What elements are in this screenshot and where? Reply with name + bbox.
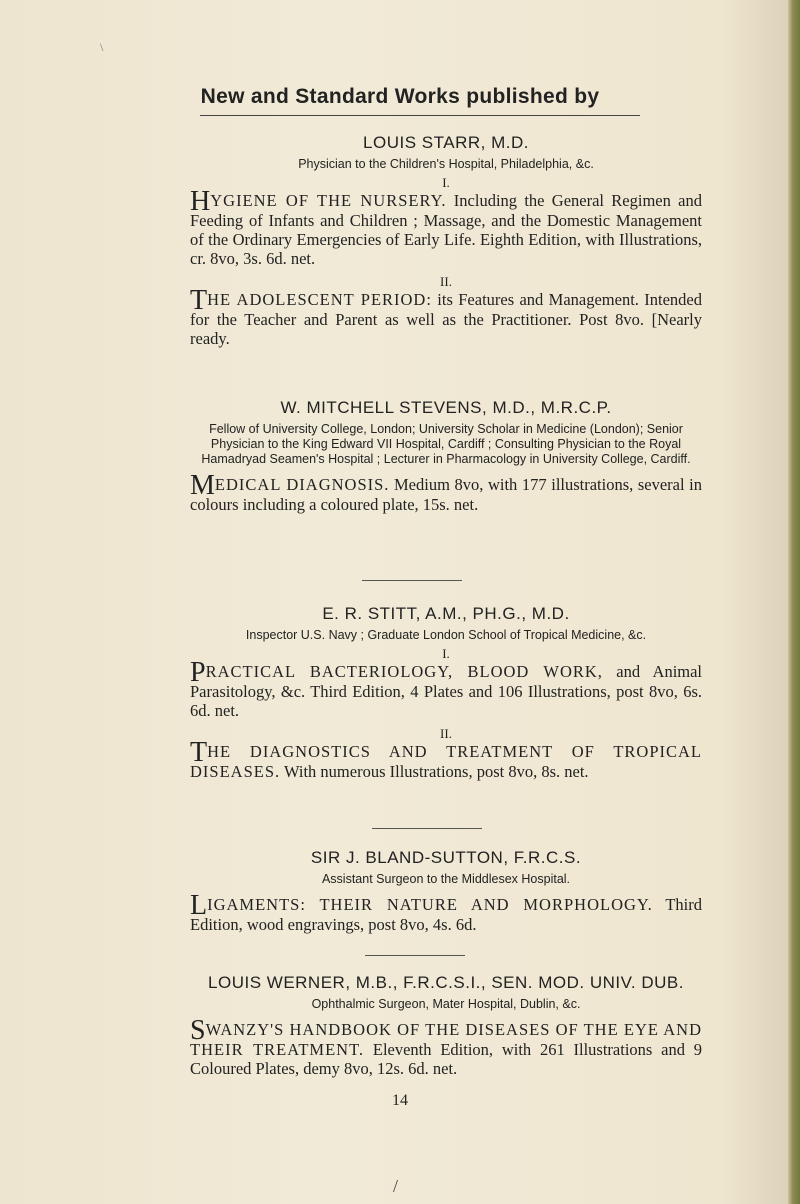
book-title: IGAMENTS: THEIR NATURE AND MORPHOLOGY. xyxy=(207,895,653,914)
book-entry-hygiene-nursery xyxy=(190,186,702,268)
book-title: HE DIAGNOSTICS AND TREATMENT OF TROPICAL DISEASES. xyxy=(190,742,702,781)
author-name: LOUIS STARR, M.D. xyxy=(363,133,529,152)
drop-cap: T xyxy=(190,737,208,768)
book-entry-swanzy-handbook xyxy=(190,1015,703,1078)
book-description: Eleventh Edition, with 261 Illustrations and 9 Coloured Plates, demy 8vo, 12s. 6d. net. xyxy=(190,1040,703,1078)
author-role: Fellow of University College, London; University Scholar in Medicine (London); Senior Physician to the King Edward VII Hospital, Cardiff ; Consulting Physician to the Royal Hamadryad Seamen's Hospital ; Lecturer in Pharmacology in University College, Cardiff. xyxy=(201,422,691,466)
author-section-stevens xyxy=(190,398,702,514)
author-role: Inspector U.S. Navy ; Graduate London School of Tropical Medicine, &c. xyxy=(245,628,647,642)
author-section-stitt xyxy=(190,604,702,781)
running-head: New and Standard Works published by xyxy=(200,85,600,108)
book-description: With numerous Illustrations, post 8vo, 8s. net. xyxy=(283,762,589,781)
drop-cap: H xyxy=(190,186,211,217)
page-number: 14 xyxy=(392,1092,408,1109)
drop-cap: P xyxy=(190,657,206,688)
author-section-starr xyxy=(190,133,702,348)
book-description: Medium 8vo, with 177 illustrations, several in colours including a coloured plate, 15s. net. xyxy=(190,475,702,514)
author-name: W. MITCHELL STEVENS, M.D., M.R.C.P. xyxy=(280,398,612,417)
entry-numeral: I. xyxy=(442,646,450,661)
drop-cap: L xyxy=(190,890,208,921)
book-title: RACTICAL BACTERIOLOGY, BLOOD WORK, xyxy=(205,662,603,681)
author-name: LOUIS WERNER, M.B., F.R.C.S.I., SEN. MOD. UNIV. DUB. xyxy=(208,973,684,992)
book-title: YGIENE OF THE NURSERY. xyxy=(210,191,447,210)
author-name: E. R. STITT, A.M., PH.G., M.D. xyxy=(322,604,570,623)
book-entry-medical-diagnosis xyxy=(190,470,702,514)
corner-mark: \ xyxy=(100,40,104,54)
author-section-bland-sutton xyxy=(190,848,702,934)
book-entry-tropical-diseases xyxy=(190,737,702,781)
entry-numeral: I. xyxy=(442,175,450,190)
author-role: Ophthalmic Surgeon, Mater Hospital, Dublin, &c. xyxy=(311,997,581,1011)
section-divider xyxy=(362,580,462,581)
book-entry-adolescent-period xyxy=(190,285,703,348)
book-entry-practical-bacteriology xyxy=(190,657,703,720)
book-description: Third Edition, wood engravings, post 8vo, 4s. 6d. xyxy=(190,895,702,934)
book-entry-ligaments xyxy=(190,890,702,934)
author-role: Physician to the Children's Hospital, Philadelphia, &c. xyxy=(298,157,594,171)
book-description: its Features and Management. Intended for the Teacher and Parent as well as the Practitioner. Post 8vo. [Nearly ready. xyxy=(190,290,703,348)
book-description: Including the General Regimen and Feeding of Infants and Children ; Massage, and the Domestic Management of the Ordinary Emergencies of Early Life. Eighth Edition, with Illustrations, cr. 8vo, 3s. 6d. net. xyxy=(190,191,702,268)
head-rule xyxy=(200,115,640,116)
author-role: Assistant Surgeon to the Middlesex Hospital. xyxy=(321,872,571,886)
section-divider xyxy=(372,828,482,829)
drop-cap: T xyxy=(190,285,208,316)
book-title: EDICAL DIAGNOSIS. xyxy=(214,475,390,494)
book-title: WANZY'S HANDBOOK OF THE DISEASES OF THE EYE AND THEIR TREATMENT. xyxy=(190,1020,702,1059)
page-edge xyxy=(788,0,800,1204)
book-description: and Animal Parasitology, &c. Third Edition, 4 Plates and 106 Illustrations, post 8vo, 6s. 6d. net. xyxy=(190,662,703,720)
footer-mark: / xyxy=(393,1176,399,1196)
author-name: SIR J. BLAND-SUTTON, F.R.C.S. xyxy=(310,848,582,867)
section-divider xyxy=(365,955,465,956)
entry-numeral: II. xyxy=(440,726,452,741)
author-section-werner xyxy=(190,973,702,1078)
drop-cap: M xyxy=(190,470,215,501)
book-title: HE ADOLESCENT PERIOD: xyxy=(207,290,432,309)
entry-numeral: II. xyxy=(440,274,452,289)
drop-cap: S xyxy=(190,1015,206,1046)
